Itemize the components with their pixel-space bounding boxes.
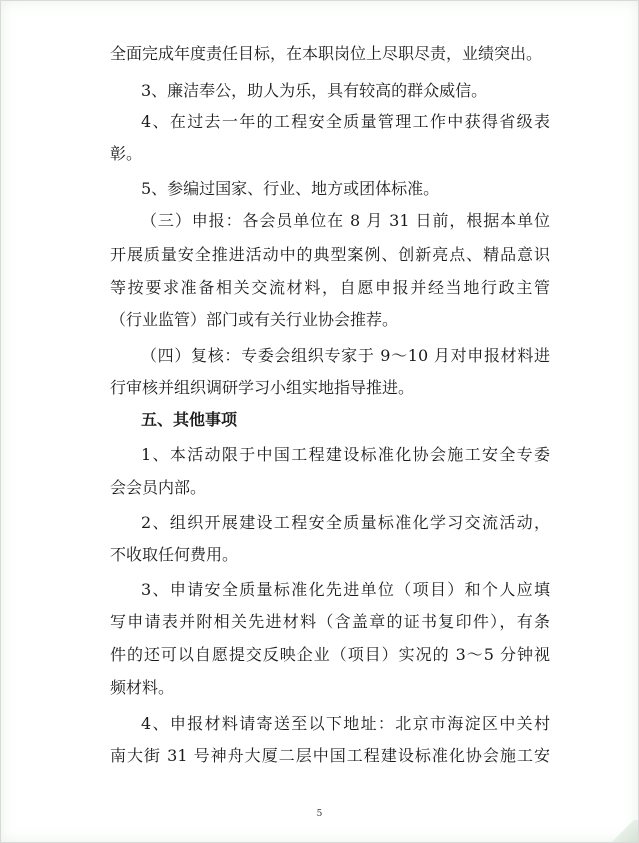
text-line: （三）申报：各会员单位在 8 月 31 日前，根据本单位 — [141, 211, 550, 230]
text-line: 5、参编过国家、行业、地方或团体标准。 — [141, 179, 440, 198]
text-line: 不收取任何费用。 — [110, 545, 239, 564]
text-line: 行审核并组织调研学习小组实地指导推进。 — [110, 378, 415, 397]
page-number: 5 — [316, 809, 323, 819]
text-line: 3、廉洁奉公，助人为乐，具有较高的群众威信。 — [141, 81, 488, 100]
section-heading: 五、其他事项 — [141, 410, 238, 429]
text-line: 开展质量安全推进活动中的典型案例、创新亮点、精品意识 — [110, 245, 550, 264]
text-line: 件的还可以自愿提交反映企业（项目）实况的 3～5 分钟视 — [110, 645, 550, 664]
text-line: 4、申报材料请寄送至以下地址：北京市海淀区中关村 — [141, 714, 550, 733]
page-corner-decoration — [610, 820, 638, 842]
text-line: 1、本活动限于中国工程建设标准化协会施工安全专委 — [141, 445, 550, 464]
text-line: 彰。 — [110, 144, 143, 163]
text-line: 2、组织开展建设工程安全质量标准化学习交流活动， — [141, 513, 550, 532]
text-line: 南大街 31 号神舟大厦二层中国工程建设标准化协会施工安 — [110, 746, 550, 765]
text-line: 3、申请安全质量标准化先进单位（项目）和个人应填 — [141, 580, 550, 599]
text-line: 频材料。 — [110, 678, 175, 697]
text-line: 等按要求准备相关交流材料，自愿申报并经当地行政主管 — [110, 278, 550, 297]
text-line: （行业监管）部门或有关行业协会推荐。 — [110, 310, 399, 329]
text-line: 全面完成年度责任目标，在本职岗位上尽职尽责，业绩突出。 — [110, 44, 543, 63]
text-line: 写申请表并附相关先进材料（含盖章的证书复印件），有条 — [110, 612, 550, 631]
text-line: （四）复核：专委会组织专家于 9～10 月对申报材料进 — [141, 346, 550, 365]
text-line: 会会员内部。 — [110, 478, 207, 497]
text-line: 4、在过去一年的工程安全质量管理工作中获得省级表 — [141, 112, 550, 131]
